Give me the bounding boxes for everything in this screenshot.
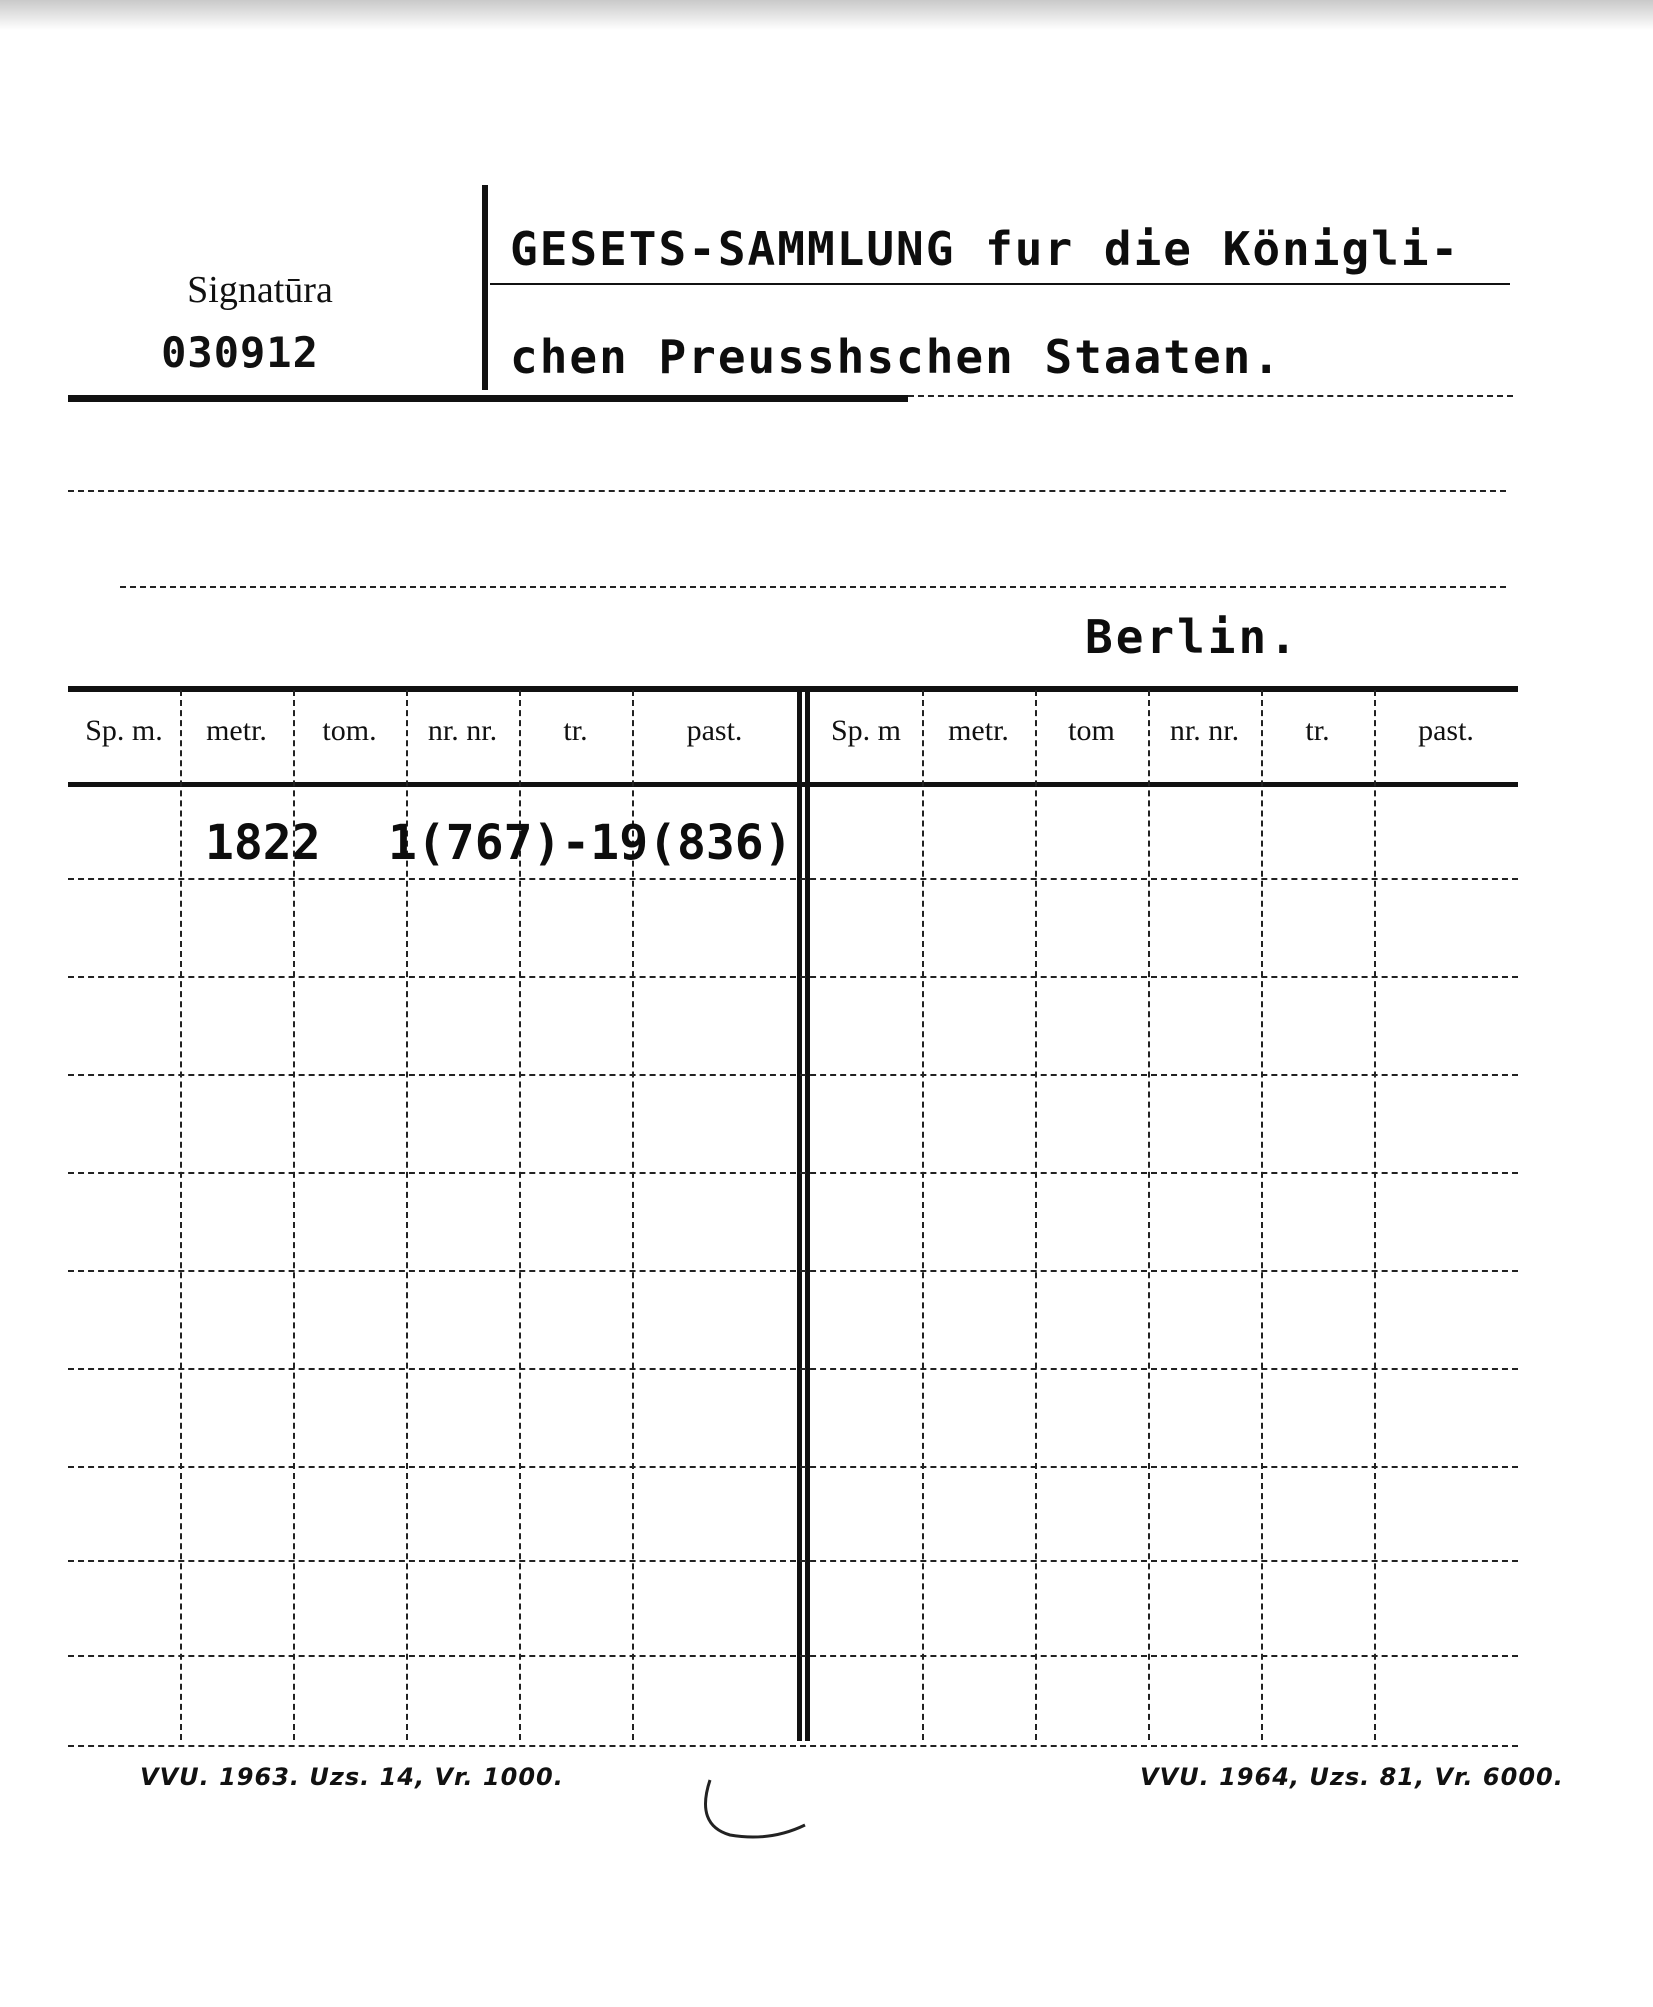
- signature-label: Signatūra: [187, 269, 333, 311]
- col-header-metr-right: metr.: [948, 714, 1009, 747]
- row-rule: [68, 976, 1518, 978]
- title-underline-1: [490, 283, 1510, 285]
- row-rule: [68, 1466, 1518, 1468]
- col-header-past-right: past.: [1418, 714, 1474, 747]
- header-divider: [482, 185, 488, 390]
- title-line-2: chen Preusshschen Staaten.: [510, 330, 1283, 384]
- table-header-rule: [68, 782, 1518, 787]
- entry-issue-range: 1(767)-19(836): [388, 815, 793, 871]
- table-top-rule: [68, 686, 1518, 692]
- col-header-past-left: past.: [686, 714, 743, 747]
- table-center-divider-b: [805, 686, 810, 1741]
- row-rule: [68, 1172, 1518, 1174]
- table-center-divider-a: [797, 686, 802, 1741]
- scan-edge-shadow: [0, 0, 1653, 30]
- col-header-sp-m-left: Sp. m.: [85, 714, 163, 747]
- signature-value: 030912: [161, 328, 319, 377]
- col-sep: [1035, 690, 1037, 1740]
- col-header-sp-m-right: Sp. m: [830, 714, 902, 747]
- col-sep: [1148, 690, 1150, 1740]
- footnote-left: VVU. 1963. Uzs. 14, Vr. 1000.: [140, 1763, 564, 1791]
- row-rule: [68, 1560, 1518, 1562]
- col-sep: [1261, 690, 1263, 1740]
- col-header-nr-left: nr. nr.: [427, 714, 498, 747]
- place-of-publication: Berlin.: [1085, 610, 1300, 664]
- title-line-1: GESETS-SAMMLUNG fur die Königli-: [510, 222, 1461, 276]
- row-rule: [68, 878, 1518, 880]
- row-rule: [68, 1270, 1518, 1272]
- col-header-tr-right: tr.: [1305, 714, 1330, 747]
- header-rule-thick: [68, 395, 908, 402]
- blank-line-1: [68, 490, 1506, 492]
- col-header-metr-left: metr.: [206, 714, 267, 747]
- col-header-tom-left: tom.: [322, 714, 377, 747]
- row-rule: [68, 1655, 1518, 1657]
- header-rule-dashed: [908, 395, 1513, 397]
- col-header-tom-right: tom: [1068, 714, 1115, 747]
- row-rule: [68, 1368, 1518, 1370]
- col-sep: [180, 690, 182, 1740]
- footnote-right: VVU. 1964, Uzs. 81, Vr. 6000.: [1140, 1763, 1564, 1791]
- table-bottom-rule: [68, 1745, 1518, 1747]
- blank-line-2: [120, 586, 1506, 588]
- col-sep: [1374, 690, 1376, 1740]
- col-header-tr-left: tr.: [563, 714, 588, 747]
- col-header-nr-right: nr. nr.: [1169, 714, 1240, 747]
- pencil-curve: [690, 1770, 830, 1850]
- col-sep: [922, 690, 924, 1740]
- row-rule: [68, 1074, 1518, 1076]
- entry-year: 1822: [205, 815, 321, 871]
